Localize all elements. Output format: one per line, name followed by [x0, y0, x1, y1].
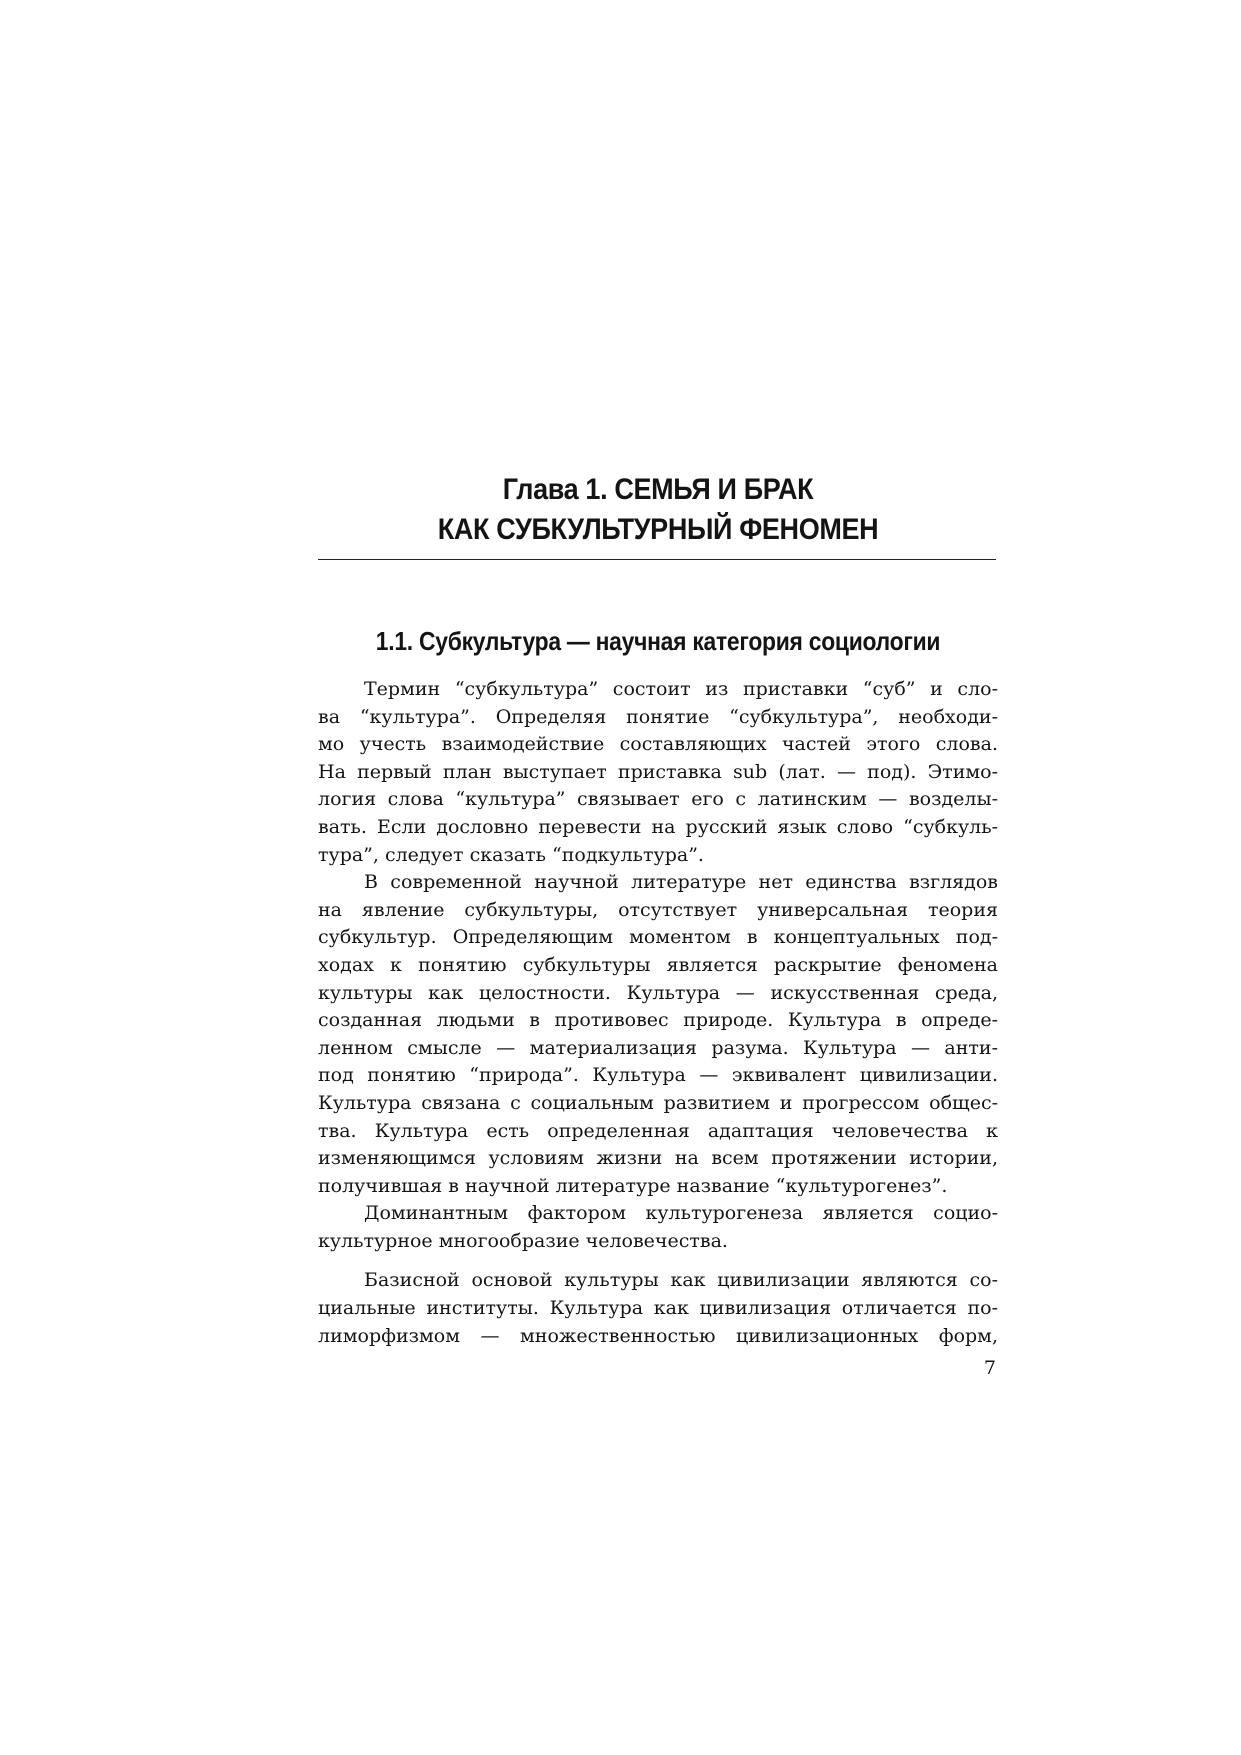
text-line: на явление субкультуры, отсутствует универсальная теория: [318, 898, 998, 921]
text-line: логия слова “культура” связывает его с латинским — возделы-: [318, 788, 998, 811]
text-line: тура”, следует сказать “подкультура”.: [318, 843, 704, 866]
text-line: субкультур. Определяющим моментом в концептуальных под-: [318, 926, 998, 949]
chapter-title-line-2: КАК СУБКУЛЬТУРНЫЙ ФЕНОМЕН: [437, 513, 879, 546]
text-line: мо учесть взаимодействие составляющих частей этого слова.: [318, 733, 998, 756]
text-line: В современной научной литературе нет единства взглядов: [364, 871, 998, 894]
text-line: На первый план выступает приставка sub (лат. — под). Этимо-: [318, 760, 998, 783]
text-line: Культура связана с социальным развитием и прогрессом общес-: [318, 1091, 998, 1114]
text-line: под понятию “природа”. Культура — эквивалент цивилизации.: [318, 1064, 998, 1087]
text-line: циальные институты. Культура как цивилизация отличается по-: [318, 1297, 998, 1320]
paragraph: [318, 1200, 998, 1255]
body-text: [318, 676, 998, 1350]
text-line: получившая в научной литературе название “культурогенез”.: [318, 1174, 948, 1197]
text-line: Базисной основой культуры как цивилизации являются со-: [364, 1269, 998, 1292]
text-line: культуры как целостности. Культура — искусственная среда,: [318, 981, 998, 1004]
text-line: тва. Культура есть определенная адаптация человечества к: [318, 1119, 998, 1142]
chapter-title-line-1: Глава 1. СЕМЬЯ И БРАК: [502, 473, 814, 506]
paragraph: [318, 869, 998, 1200]
text-line: созданная людьми в противовес природе. Культура в опреде-: [318, 1009, 998, 1032]
section-title: 1.1. Субкультура — научная категория социологии: [375, 626, 941, 656]
paragraph: [318, 676, 998, 869]
text-line: культурное многообразие человечества.: [318, 1229, 728, 1252]
text-line: ходах к понятию субкультуры является раскрытие феномена: [318, 953, 998, 976]
chapter-title: [352, 470, 964, 550]
paragraph: [318, 1267, 998, 1350]
text-line: ва “культура”. Определяя понятие “субкультура”, необходи-: [318, 705, 998, 728]
chapter-divider: [318, 559, 996, 560]
text-line: вать. Если дословно перевести на русский язык слово “субкуль-: [318, 815, 998, 838]
text-line: Доминантным фактором культурогенеза является социо-: [364, 1202, 998, 1225]
page-number: 7: [983, 1357, 996, 1379]
text-line: лиморфизмом — множественностью цивилизационных форм,: [318, 1324, 998, 1347]
text-line: изменяющимся условиям жизни на всем протяжении истории,: [318, 1147, 998, 1170]
paragraph-spacer: [318, 1255, 998, 1267]
text-line: ленном смысле — материализация разума. Культура — анти-: [318, 1036, 998, 1059]
text-line: Термин “субкультура” состоит из приставки “суб” и сло-: [364, 678, 998, 700]
